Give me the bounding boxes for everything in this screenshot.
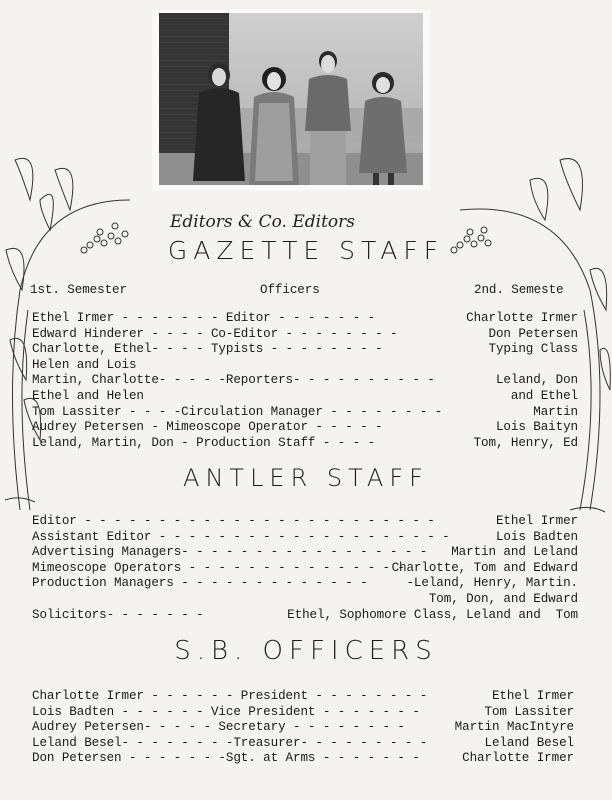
gazette-second-semester-name: and Ethel: [510, 389, 578, 403]
antler-position: Assistant Editor - - - - - - - - - - - - - - - - - - - -: [32, 529, 458, 544]
gazette-row: [0, 311, 612, 326]
sb-first-semester-officer: Charlotte Irmer - - - - - - President - - - - - - - -: [32, 689, 435, 703]
gazette-row: [0, 436, 612, 451]
antler-names: Ethel, Sophomore Class, Leland and Tom: [287, 607, 578, 622]
gazette-row: [0, 358, 612, 373]
handwritten-note: Editors & Co. Editors: [170, 212, 355, 232]
gazette-second-semester-name: Don Petersen: [488, 326, 578, 341]
antler-position: Production Managers - - - - - - - - - - - - -: [32, 576, 376, 591]
sb-first-semester-officer: Audrey Petersen- - - - - Secretary - - - - - - - -: [32, 720, 405, 735]
sb-first-semester-officer: Leland Besel- - - - - - - -Treasurer- - - - - - - - -: [32, 735, 428, 750]
sb-first-semester-officer: Lois Badten - - - - - - Vice President - - - - - - -: [32, 704, 428, 719]
antler-position: Mimeoscope Operators - - - - - - - - - - - - - - -: [32, 560, 413, 575]
gazette-row: [0, 327, 612, 342]
gazette-first-semester-name: Helen and Lois: [32, 357, 137, 372]
gazette-first-semester-name: Leland, Martin, Don - Production Staff - - - -: [32, 435, 383, 450]
sb-officers-heading: S.B. OFFICERS: [174, 636, 438, 666]
antler-row: [0, 592, 612, 607]
gazette-second-semester-name: Charlotte Irmer: [466, 311, 578, 325]
gazette-second-semester-name: Lois Baityn: [495, 420, 578, 435]
gazette-second-semester-name: Martin: [533, 404, 578, 419]
antler-staff-heading: ANTLER STAFF: [183, 464, 429, 492]
antler-position: Editor - - - - - - - - - - - - - - - - - - - - - - - -: [32, 514, 443, 528]
gazette-second-semester-name: Tom, Henry, Ed: [473, 435, 578, 450]
gazette-row: [0, 405, 612, 420]
gazette-first-semester-name: Audrey Petersen - Mimeoscope Operator - - - - -: [32, 420, 390, 435]
antler-row: [0, 530, 612, 545]
antler-names: -Leland, Henry, Martin.: [406, 576, 578, 591]
antler-row: [0, 545, 612, 560]
antler-row: [0, 514, 612, 529]
sb-second-semester-officer: Tom Lassiter: [484, 704, 574, 719]
sb-officer-row: [0, 736, 612, 751]
sb-second-semester-officer: Martin MacIntyre: [454, 720, 574, 735]
gazette-first-semester-name: Martin, Charlotte- - - - -Reporters- - - - - - - - - -: [32, 373, 435, 388]
antler-row: [0, 561, 612, 576]
gazette-first-semester-name: Charlotte, Ethel- - - - Typists - - - - - - - -: [32, 342, 390, 357]
sb-officer-row: [0, 705, 612, 720]
sb-first-semester-officer: Don Petersen - - - - - - -Sgt. at Arms - - - - - - -: [32, 751, 420, 766]
photo-image: [159, 13, 423, 185]
gazette-column-headers: [0, 283, 612, 298]
sb-officer-row: [0, 720, 612, 735]
gazette-first-semester-name: Ethel and Helen: [32, 389, 144, 403]
sb-officer-row: [0, 689, 612, 704]
sb-second-semester-officer: Charlotte Irmer: [462, 751, 574, 766]
second-semester-header: 2nd. Semeste: [474, 283, 564, 297]
antler-names: Ethel Irmer: [495, 514, 578, 528]
photo-scene: [159, 13, 423, 185]
antler-position: Solicitors- - - - - - -: [32, 607, 211, 622]
antler-row: [0, 608, 612, 623]
gazette-row: [0, 420, 612, 435]
gazette-second-semester-name: Leland, Don: [495, 373, 578, 388]
antler-position: Advertising Managers- - - - - - - - - - - - - - - - -: [32, 545, 435, 560]
antler-names: Tom, Don, and Edward: [428, 592, 578, 606]
sb-officer-row: [0, 751, 612, 766]
first-semester-header: 1st. Semester: [30, 283, 127, 297]
gazette-staff-heading: GAZETTE STAFF: [167, 236, 445, 265]
antler-names: Charlotte, Tom and Edward: [391, 560, 578, 575]
antler-row: [0, 576, 612, 591]
antler-names: Lois Badten: [495, 529, 578, 544]
sb-second-semester-officer: Ethel Irmer: [491, 689, 574, 703]
gazette-first-semester-name: Ethel Irmer - - - - - - - Editor - - - - - - -: [32, 311, 383, 325]
antler-names: Martin and Leland: [451, 545, 578, 560]
gazette-second-semester-name: Typing Class: [488, 342, 578, 357]
sb-second-semester-officer: Leland Besel: [484, 735, 574, 750]
gazette-row: [0, 389, 612, 404]
gazette-first-semester-name: Tom Lassiter - - - -Circulation Manager - - - - - - - -: [32, 404, 450, 419]
gazette-first-semester-name: Edward Hinderer - - - - Co-Editor - - - - - - - -: [32, 326, 405, 341]
gazette-row: [0, 342, 612, 357]
staff-photograph: [152, 10, 430, 190]
gazette-row: [0, 373, 612, 388]
officers-header: Officers: [260, 283, 320, 297]
